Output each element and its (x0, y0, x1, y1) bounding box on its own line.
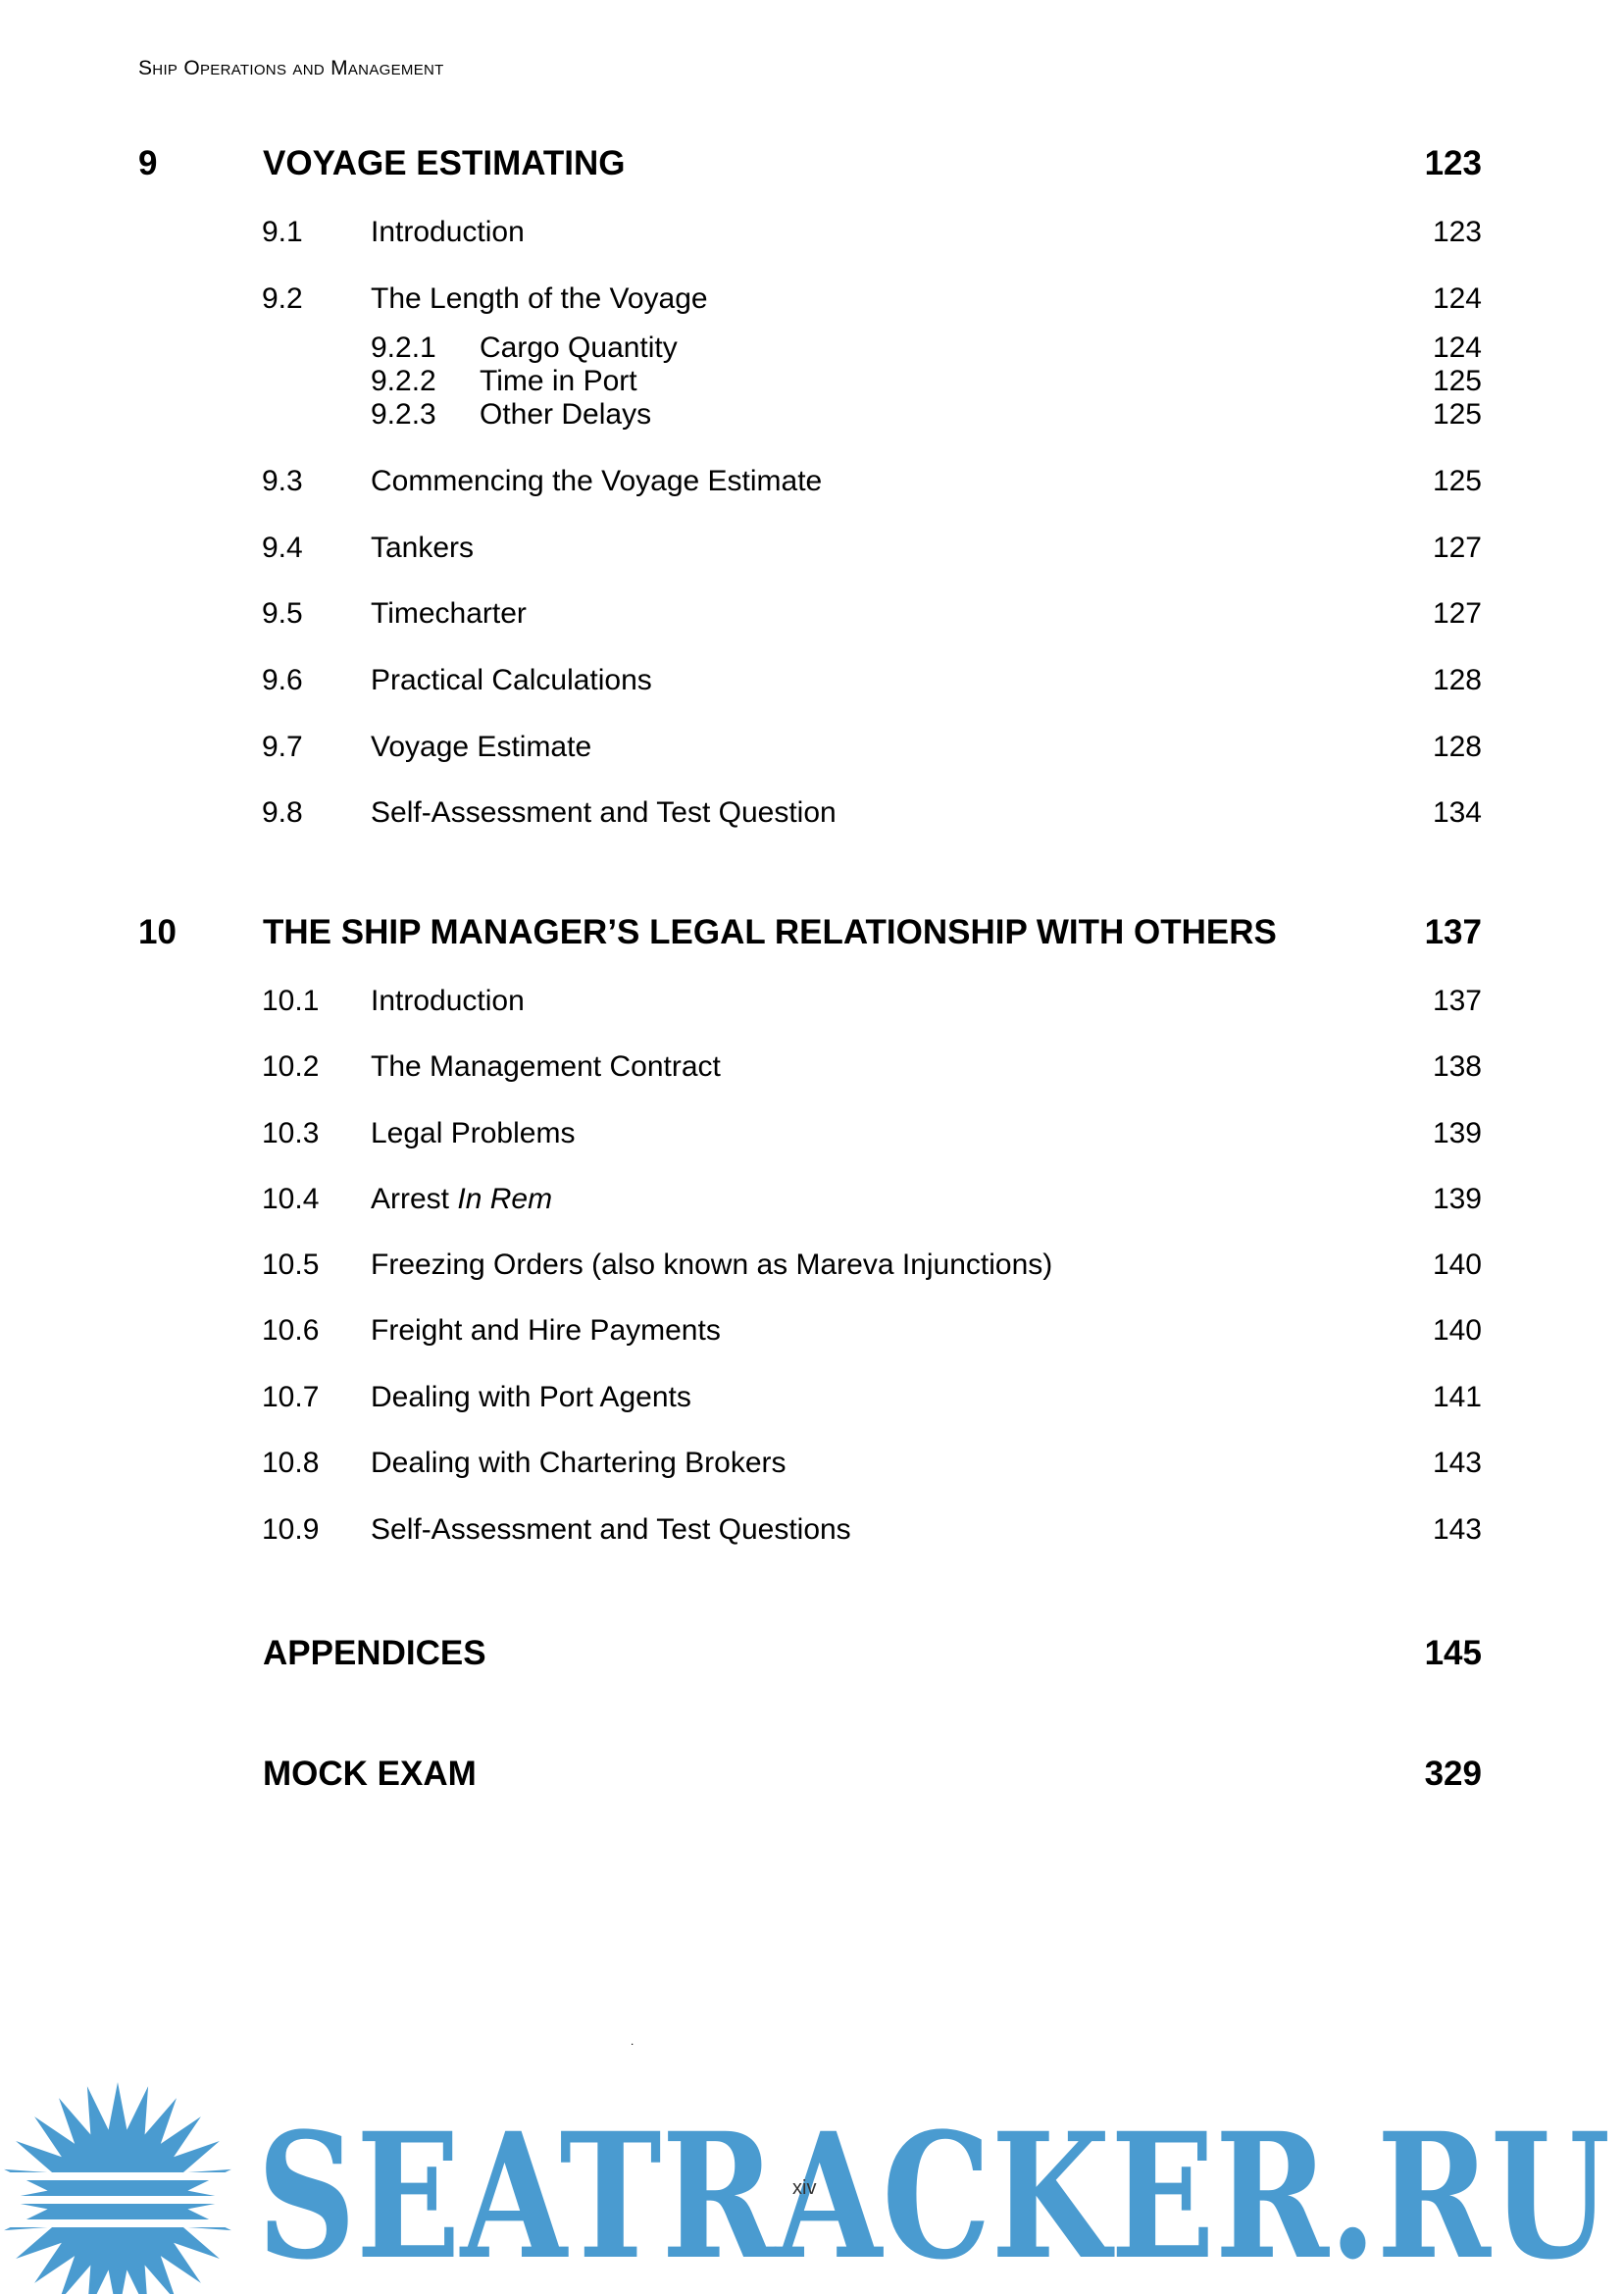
section-page: 140 (1432, 1249, 1482, 1281)
toc-chapter-9[interactable] (138, 139, 1482, 188)
section-page: 141 (1432, 1381, 1482, 1413)
toc-subsection-9-2-2[interactable] (371, 365, 1482, 398)
subsection-number: 9.2.3 (371, 398, 436, 431)
toc-section-10-7[interactable] (262, 1376, 1482, 1419)
section-title: Commencing the Voyage Estimate (371, 465, 823, 497)
section-number: 10.4 (262, 1183, 320, 1215)
toc-subsection-9-2-3[interactable] (371, 398, 1482, 432)
stray-mark: . (631, 2034, 634, 2048)
page-folio: xiv (792, 2177, 817, 2199)
section-title: Practical Calculations (371, 664, 652, 696)
section-title: Timecharter (371, 597, 527, 630)
section-page: 128 (1432, 731, 1482, 763)
toc-appendices[interactable] (138, 1629, 1482, 1678)
section-title: Legal Problems (371, 1117, 576, 1149)
section-title-italic: In Rem (457, 1183, 553, 1215)
subsection-page: 125 (1432, 365, 1482, 397)
toc-section-10-4[interactable] (262, 1178, 1482, 1221)
chapter-page: 137 (1424, 913, 1482, 951)
toc-section-9-6[interactable] (262, 659, 1482, 702)
subsection-page: 124 (1432, 331, 1482, 364)
toc-section-9-7[interactable] (262, 726, 1482, 769)
section-title: Self-Assessment and Test Question (371, 796, 837, 829)
section-page: 139 (1432, 1117, 1482, 1149)
section-number: 9.2 (262, 282, 303, 315)
toc-section-10-5[interactable] (262, 1244, 1482, 1287)
appendices-page: 145 (1424, 1634, 1482, 1672)
section-page: 127 (1432, 597, 1482, 630)
toc-section-10-2[interactable] (262, 1045, 1482, 1089)
toc-section-10-6[interactable] (262, 1309, 1482, 1352)
toc-section-9-1[interactable] (262, 211, 1482, 254)
section-number: 9.7 (262, 731, 303, 763)
toc-section-10-8[interactable] (262, 1442, 1482, 1485)
section-page: 127 (1432, 532, 1482, 564)
section-page: 123 (1432, 216, 1482, 248)
toc-section-10-9[interactable] (262, 1508, 1482, 1552)
section-title: Introduction (371, 216, 525, 248)
section-number: 10.3 (262, 1117, 320, 1149)
section-number: 10.1 (262, 985, 320, 1017)
section-title: Voyage Estimate (371, 731, 592, 763)
section-title: Introduction (371, 985, 525, 1017)
section-number: 10.7 (262, 1381, 320, 1413)
watermark (0, 2055, 1624, 2294)
toc-section-9-3[interactable] (262, 460, 1482, 503)
section-title: Dealing with Port Agents (371, 1381, 691, 1413)
section-title: Freezing Orders (also known as Mareva Injunctions) (371, 1249, 1053, 1281)
section-number: 9.4 (262, 532, 303, 564)
running-header: Ship Operations and Management (138, 57, 444, 79)
section-number: 9.5 (262, 597, 303, 630)
toc-section-9-5[interactable] (262, 592, 1482, 636)
section-title: Tankers (371, 532, 475, 564)
section-page: 143 (1432, 1447, 1482, 1479)
toc-mock-exam[interactable] (138, 1750, 1482, 1799)
section-title: The Length of the Voyage (371, 282, 708, 315)
toc-section-9-8[interactable] (262, 791, 1482, 835)
section-title: Self-Assessment and Test Questions (371, 1513, 851, 1546)
section-number: 10.8 (262, 1447, 320, 1479)
subsection-number: 9.2.2 (371, 365, 436, 397)
chapter-number: 9 (138, 144, 158, 182)
section-page: 137 (1432, 985, 1482, 1017)
section-page: 124 (1432, 282, 1482, 315)
section-page: 140 (1432, 1314, 1482, 1347)
section-title: Dealing with Chartering Brokers (371, 1447, 787, 1479)
section-title (371, 1178, 552, 1221)
watermark-text: SEATRACKER.RU (257, 2095, 1610, 2294)
mock-exam-title: MOCK EXAM (263, 1755, 477, 1793)
subsection-page: 125 (1432, 398, 1482, 431)
section-number: 9.8 (262, 796, 303, 829)
section-page: 139 (1432, 1183, 1482, 1215)
subsection-title: Other Delays (480, 398, 652, 431)
section-page: 134 (1432, 796, 1482, 829)
section-number: 10.5 (262, 1249, 320, 1281)
section-number: 10.9 (262, 1513, 320, 1546)
section-title: The Management Contract (371, 1050, 721, 1083)
sun-logo-icon (0, 2082, 255, 2294)
section-page: 138 (1432, 1050, 1482, 1083)
section-number: 10.2 (262, 1050, 320, 1083)
toc-section-10-1[interactable] (262, 980, 1482, 1023)
section-page: 143 (1432, 1513, 1482, 1546)
mock-exam-page: 329 (1424, 1755, 1482, 1793)
chapter-page: 123 (1424, 144, 1482, 182)
toc-chapter-10[interactable] (138, 908, 1482, 957)
appendices-title: APPENDICES (263, 1634, 486, 1672)
toc-subsection-9-2-1[interactable] (371, 331, 1482, 365)
section-number: 9.6 (262, 664, 303, 696)
toc-section-10-3[interactable] (262, 1112, 1482, 1155)
section-number: 10.6 (262, 1314, 320, 1347)
toc-section-9-2[interactable] (262, 278, 1482, 321)
section-number: 9.1 (262, 216, 303, 248)
section-page: 128 (1432, 664, 1482, 696)
section-number: 9.3 (262, 465, 303, 497)
chapter-number: 10 (138, 913, 177, 951)
subsection-title: Time in Port (480, 365, 637, 397)
section-page: 125 (1432, 465, 1482, 497)
chapter-title: VOYAGE ESTIMATING (263, 144, 626, 182)
section-title: Freight and Hire Payments (371, 1314, 721, 1347)
subsection-number: 9.2.1 (371, 331, 436, 364)
toc-section-9-4[interactable] (262, 527, 1482, 570)
section-title-text: Arrest (371, 1183, 458, 1215)
chapter-title: THE SHIP MANAGER’S LEGAL RELATIONSHIP WITH OTHERS (263, 913, 1277, 951)
subsection-title: Cargo Quantity (480, 331, 678, 364)
